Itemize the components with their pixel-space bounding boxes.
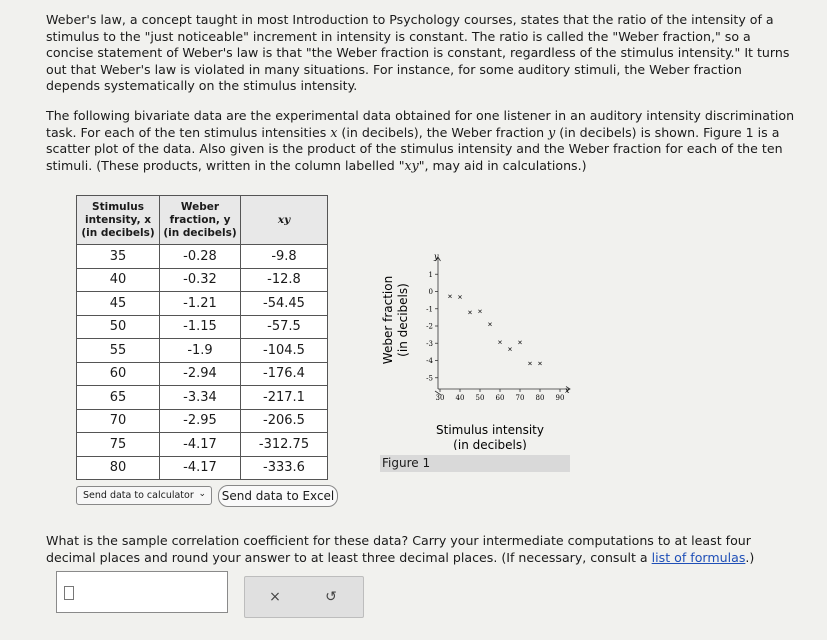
figure-caption: Figure 1 [380, 455, 570, 472]
intro-line: The following bivariate data are the experimental data obtained for one listener in an auditory intensity discrimination [46, 108, 795, 123]
y-axis-label-line1: Weber fraction [381, 275, 395, 365]
intro-paragraph-1 [46, 12, 814, 95]
answer-slot[interactable] [64, 586, 74, 600]
cell-x: 50 [77, 315, 160, 339]
var-x: x [330, 124, 338, 140]
cell-y: -3.34 [160, 386, 241, 410]
chevron-down-icon: ⌄ [198, 489, 206, 499]
cell-y: -0.28 [160, 245, 241, 269]
x-axis-label-line1: Stimulus intensity [436, 423, 544, 437]
x-tick-label: 80 [535, 394, 545, 402]
answer-actions [244, 576, 364, 618]
y-axis-symbol: y [434, 252, 439, 261]
clear-button[interactable]: × [269, 589, 281, 605]
cell-xy: -312.75 [241, 433, 328, 457]
table-row [77, 433, 328, 457]
cell-xy: -54.45 [241, 292, 328, 316]
table-row [77, 456, 328, 480]
cell-x: 40 [77, 268, 160, 292]
header-weber-fraction: Weber fraction, y (in decibels) [160, 196, 241, 245]
cell-xy: -9.8 [241, 245, 328, 269]
cell-y: -1.9 [160, 339, 241, 363]
intro-line: concise statement of Weber's law is that "the Weber fraction is constant, regardless of the stimulus intensity." It turns [46, 45, 790, 61]
x-tick-label: 40 [455, 394, 465, 402]
y-tick-label: -3 [426, 339, 433, 348]
cell-xy: -206.5 [241, 409, 328, 433]
table-row [77, 292, 328, 316]
data-point [448, 295, 451, 298]
y-tick-label: -2 [426, 322, 433, 331]
data-points [448, 295, 541, 365]
intro-line: Weber's law, a concept taught in most Introduction to Psychology courses, states that the ratio of the intensity of a [46, 12, 774, 27]
table-row [77, 409, 328, 433]
table-row [77, 362, 328, 386]
y-tick-label: 1 [428, 270, 433, 279]
intro-line: depends systematically on the stimulus intensity. [46, 78, 358, 94]
x-tick-label: 90 [555, 394, 565, 402]
cell-y: -4.17 [160, 433, 241, 457]
send-to-excel-button[interactable]: Send data to Excel [218, 485, 338, 507]
intro-line: stimuli. (These products, written in the column labelled " [46, 157, 405, 173]
cell-x: 65 [77, 386, 160, 410]
intro-line: task. For each of the ten stimulus intensities [46, 124, 331, 140]
cell-x: 55 [77, 339, 160, 363]
cell-xy: -104.5 [241, 339, 328, 363]
y-tick-label: 0 [428, 288, 433, 296]
data-point [458, 295, 461, 298]
x-axis-symbol: x [565, 386, 570, 395]
data-point [478, 310, 481, 313]
y-axis-label-line2: (in decibels) [396, 283, 410, 357]
x-axis-label-line2: (in decibels) [453, 438, 527, 450]
y-tick-label: -5 [426, 374, 433, 383]
send-to-calculator-label: Send data to calculator [83, 490, 194, 501]
cell-y: -1.21 [160, 292, 241, 316]
table-header-row [77, 196, 328, 245]
y-tick-label: -4 [426, 357, 433, 365]
intro-line: scatter plot of the data. Also given is the product of the stimulus intensity and the Weber fraction for each of the ten [46, 141, 783, 157]
cell-y: -4.17 [160, 456, 241, 480]
table-row [77, 386, 328, 410]
scatter-plot [370, 245, 580, 450]
x-tick-label: 30 [435, 394, 445, 402]
data-point [508, 348, 511, 351]
header-xy: xy [241, 196, 328, 245]
intro-paragraph-2 [46, 108, 814, 174]
intro-line: (in decibels) is shown. Figure 1 is a [555, 124, 780, 140]
answer-input[interactable] [56, 571, 228, 613]
cell-xy: -176.4 [241, 362, 328, 386]
plot-axes [435, 257, 570, 395]
table-row [77, 268, 328, 292]
cell-xy: -217.1 [241, 386, 328, 410]
y-tick-label: -1 [426, 305, 433, 314]
data-point [528, 362, 531, 365]
cell-xy: -333.6 [241, 456, 328, 480]
data-point [538, 362, 541, 365]
cell-y: -1.15 [160, 315, 241, 339]
var-xy: xy [404, 157, 419, 173]
x-tick-label: 70 [515, 394, 525, 402]
intro-line: stimulus to the "just noticeable" increment in intensity is constant. The ratio is called the "Weber fraction," so a [46, 28, 751, 44]
data-point [488, 323, 491, 326]
table-row [77, 339, 328, 363]
table-row [77, 315, 328, 339]
intro-line: ", may aid in calculations.) [418, 157, 587, 173]
intro-line: (in decibels), the Weber fraction [337, 124, 549, 140]
y-ticks [426, 271, 438, 383]
data-point [498, 341, 501, 344]
cell-x: 70 [77, 409, 160, 433]
cell-y: -2.95 [160, 409, 241, 433]
list-of-formulas-link[interactable]: list of formulas [651, 549, 746, 565]
cell-x: 60 [77, 362, 160, 386]
question-text: What is the sample correlation coefficient for these data? Carry your intermediate computations to at least four decimal places and round your answer to at least three decimal places. (If necessary, consult a list of formulas.) [46, 533, 755, 565]
header-stimulus-intensity: Stimulus intensity, x (in decibels) [77, 196, 160, 245]
intro-line: out that Weber's law is violated in many situations. For instance, for some auditory stimuli, the Weber fraction [46, 61, 742, 77]
data-point [518, 341, 521, 344]
cell-xy: -57.5 [241, 315, 328, 339]
undo-button[interactable]: ↺ [325, 589, 337, 605]
x-tick-label: 60 [495, 394, 505, 402]
cell-x: 75 [77, 433, 160, 457]
x-ticks [436, 389, 565, 402]
send-to-calculator-select[interactable] [76, 486, 212, 505]
table-row [77, 245, 328, 269]
cell-x: 35 [77, 245, 160, 269]
var-y: y [548, 124, 556, 140]
data-point [468, 311, 471, 314]
cell-y: -0.32 [160, 268, 241, 292]
cell-xy: -12.8 [241, 268, 328, 292]
cell-x: 80 [77, 456, 160, 480]
cell-y: -2.94 [160, 362, 241, 386]
x-tick-label: 50 [475, 394, 485, 402]
cell-x: 45 [77, 292, 160, 316]
data-table [76, 195, 328, 480]
